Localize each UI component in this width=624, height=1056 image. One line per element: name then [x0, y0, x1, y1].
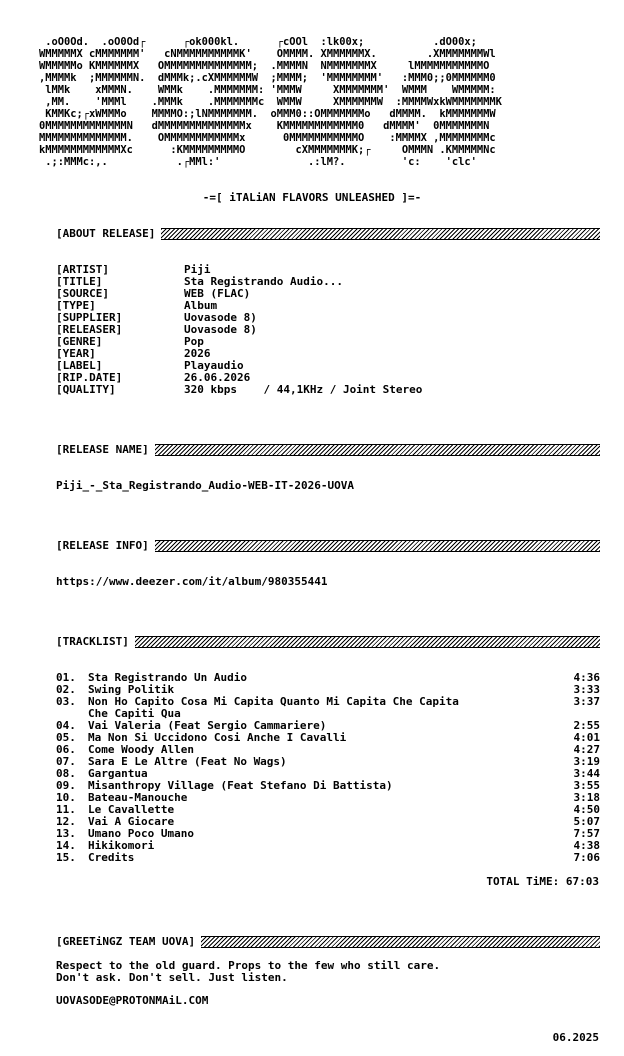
tracklist-table	[56, 672, 600, 864]
section-header-release-name	[56, 443, 600, 457]
track-title: Sta Registrando Un Audio	[88, 671, 247, 684]
about-key: [RIP.DATE]	[56, 371, 123, 384]
hatched-divider	[135, 636, 600, 648]
about-key: [QUALITY]	[56, 383, 116, 396]
about-value: Playaudio	[184, 359, 244, 372]
about-value: WEB (FLAC)	[184, 287, 251, 300]
release-name: Piji_-_Sta_Registrando_Audio-WEB-IT-2026-UOVA	[56, 479, 355, 492]
track-title: Bateau-Manouche	[88, 791, 188, 804]
hatched-divider	[155, 444, 600, 456]
track-number: 02.	[56, 683, 76, 696]
track-number: 07.	[56, 755, 76, 768]
about-value: Sta Registrando Audio...	[184, 275, 343, 288]
track-title: Gargantua	[88, 767, 148, 780]
track-row	[56, 852, 600, 864]
track-number: 10.	[56, 791, 76, 804]
section-title-greetingz: [GREETiNGZ TEAM UOVA]	[56, 935, 196, 948]
track-duration: 4:27	[573, 743, 600, 756]
track-title: Vai A Giocare	[88, 815, 175, 828]
track-duration: 2:55	[573, 719, 600, 732]
about-key: [TYPE]	[56, 299, 96, 312]
track-duration: 3:33	[573, 683, 600, 696]
about-value: Album	[184, 299, 218, 312]
track-title: Come Woody Allen	[88, 743, 194, 756]
about-row	[56, 324, 422, 336]
track-number: 01.	[56, 671, 76, 684]
total-time: TOTAL TiME: 67:03	[486, 875, 599, 888]
about-value: 320 kbps / 44,1KHz / Joint Stereo	[184, 383, 423, 396]
about-value: 26.06.2026	[184, 371, 251, 384]
track-number: 14.	[56, 839, 76, 852]
track-title: Umano Poco Umano	[88, 827, 194, 840]
release-info-link[interactable]: https://www.deezer.com/it/album/980355441	[56, 575, 328, 588]
track-title: Vai Valeria (Feat Sergio Cammariere)	[88, 719, 327, 732]
about-key: [YEAR]	[56, 347, 96, 360]
track-title: Credits	[88, 851, 135, 864]
track-duration: 4:50	[573, 803, 600, 816]
section-title-tracklist: [TRACKLIST]	[56, 635, 129, 648]
tagline: -=[ iTALiAN FLAVORS UNLEASHED ]=-	[202, 191, 422, 204]
track-title: Misanthropy Village (Feat Stefano Di Battista)	[88, 779, 393, 792]
about-row	[56, 288, 422, 300]
track-number: 13.	[56, 827, 76, 840]
track-duration: 3:44	[573, 767, 600, 780]
about-value: Pop	[184, 335, 204, 348]
track-duration: 4:36	[573, 671, 600, 684]
track-number: 09.	[56, 779, 76, 792]
track-number: 12.	[56, 815, 76, 828]
track-title: Ma Non Si Uccidono Cosi Anche I Cavalli	[88, 731, 347, 744]
track-title: Le Cavallette	[88, 803, 175, 816]
track-duration: 3:19	[573, 755, 600, 768]
ascii-art-logo: .oO0Od. .oO0Od┌ ┌ok000kl. ┌cOOl :lk00x; .dO00x; WMMMMMX cMMMMMMM' cNMMMMMMMMMMK' OMMMM. XMMMMMMX. .XMMMMMMMWl WMMMMMo KMMMMMMX OMMMMMMMMMMMMMM; .MMMMN NMMMMMMMX lMMMMMMMMMMMO ,MMMMk ;MMMMMMN. dMMMk;.cXMMMMMMW ;MMMM; 'MMMMMMMM' :MMM0;;0MMMMMM0 lMMk xMMMN. WMMk .MMMMMMM: 'MMMW XMMMMMMM' WMMM WMMMMM: ,MM. 'MMMl .MMMk .MMMMMMMc WMMW XMMMMMMW :MMMMWxkWMMMMMMMK KMMKc;┌xWMMMo MMMMO:;lNMMMMMMM. oMMM0::OMMMMMMMo dMMMM. kMMMMMMMW 0MMMMMMMMMMMMMN dMMMMMMMMMMMMMMx KMMMMMMMMMMMM0 dMMMM' 0MMMMMMMN MMMMMMMMMMMMMM. OMMMMMMMMMMMMx 0MMMMMMMMMMMO :MMMMX ,MMMMMMMMc kMMMMMMMMMMMMXc :KMMMMMMMMMO cXMMMMMMMK;┌ OMMMN .KMMMMMNc .;:MMMc:,. .┌MMl:' .:lM?. 'c: 'clc'	[39, 36, 502, 168]
release-date-footer: 06.2025	[552, 1031, 599, 1044]
section-title-release-name: [RELEASE NAME]	[56, 443, 149, 456]
track-number: 06.	[56, 743, 76, 756]
about-key: [RELEASER]	[56, 323, 123, 336]
hatched-divider	[161, 228, 600, 240]
track-title: Sara E Le Altre (Feat No Wags)	[88, 755, 287, 768]
section-title-release-info: [RELEASE INFO]	[56, 539, 149, 552]
track-duration: 4:01	[573, 731, 600, 744]
track-row	[56, 840, 600, 852]
track-number: 05.	[56, 731, 76, 744]
about-key: [GENRE]	[56, 335, 103, 348]
track-title: Hikikomori	[88, 839, 155, 852]
section-header-release-info	[56, 539, 600, 553]
track-duration: 7:57	[573, 827, 600, 840]
about-value: Uovasode 8)	[184, 323, 257, 336]
about-key: [SUPPLIER]	[56, 311, 123, 324]
section-header-about	[56, 227, 600, 241]
track-number: 04.	[56, 719, 76, 732]
track-row	[56, 696, 600, 720]
section-header-tracklist	[56, 635, 600, 649]
track-duration: 5:07	[573, 815, 600, 828]
track-duration: 3:37	[573, 695, 600, 708]
track-title: Swing Politik	[88, 683, 175, 696]
about-value: Uovasode 8)	[184, 311, 257, 324]
track-duration: 7:06	[573, 851, 600, 864]
about-key: [SOURCE]	[56, 287, 109, 300]
track-number: 08.	[56, 767, 76, 780]
about-row	[56, 336, 422, 348]
hatched-divider	[155, 540, 600, 552]
track-duration: 3:18	[573, 791, 600, 804]
track-number: 11.	[56, 803, 76, 816]
hatched-divider	[201, 936, 600, 948]
track-number: 15.	[56, 851, 76, 864]
contact-email[interactable]: UOVASODE@PROTONMAiL.COM	[56, 994, 209, 1007]
about-release-table	[56, 264, 422, 396]
greetingz-text: Respect to the old guard. Props to the few who still care. Don't ask. Don't sell. Just listen.	[56, 959, 441, 984]
track-duration: 4:38	[573, 839, 600, 852]
section-header-greetingz	[56, 935, 600, 949]
about-key: [ARTIST]	[56, 263, 109, 276]
about-key: [TITLE]	[56, 275, 103, 288]
track-duration: 3:55	[573, 779, 600, 792]
about-key: [LABEL]	[56, 359, 103, 372]
about-value: 2026	[184, 347, 211, 360]
track-title: Non Ho Capito Cosa Mi Capita Quanto Mi Capita Che Capita Che Capiti Qua	[88, 695, 459, 720]
about-row	[56, 384, 422, 396]
about-value: Piji	[184, 263, 211, 276]
track-number: 03.	[56, 695, 76, 708]
section-title-about: [ABOUT RELEASE]	[56, 227, 156, 240]
